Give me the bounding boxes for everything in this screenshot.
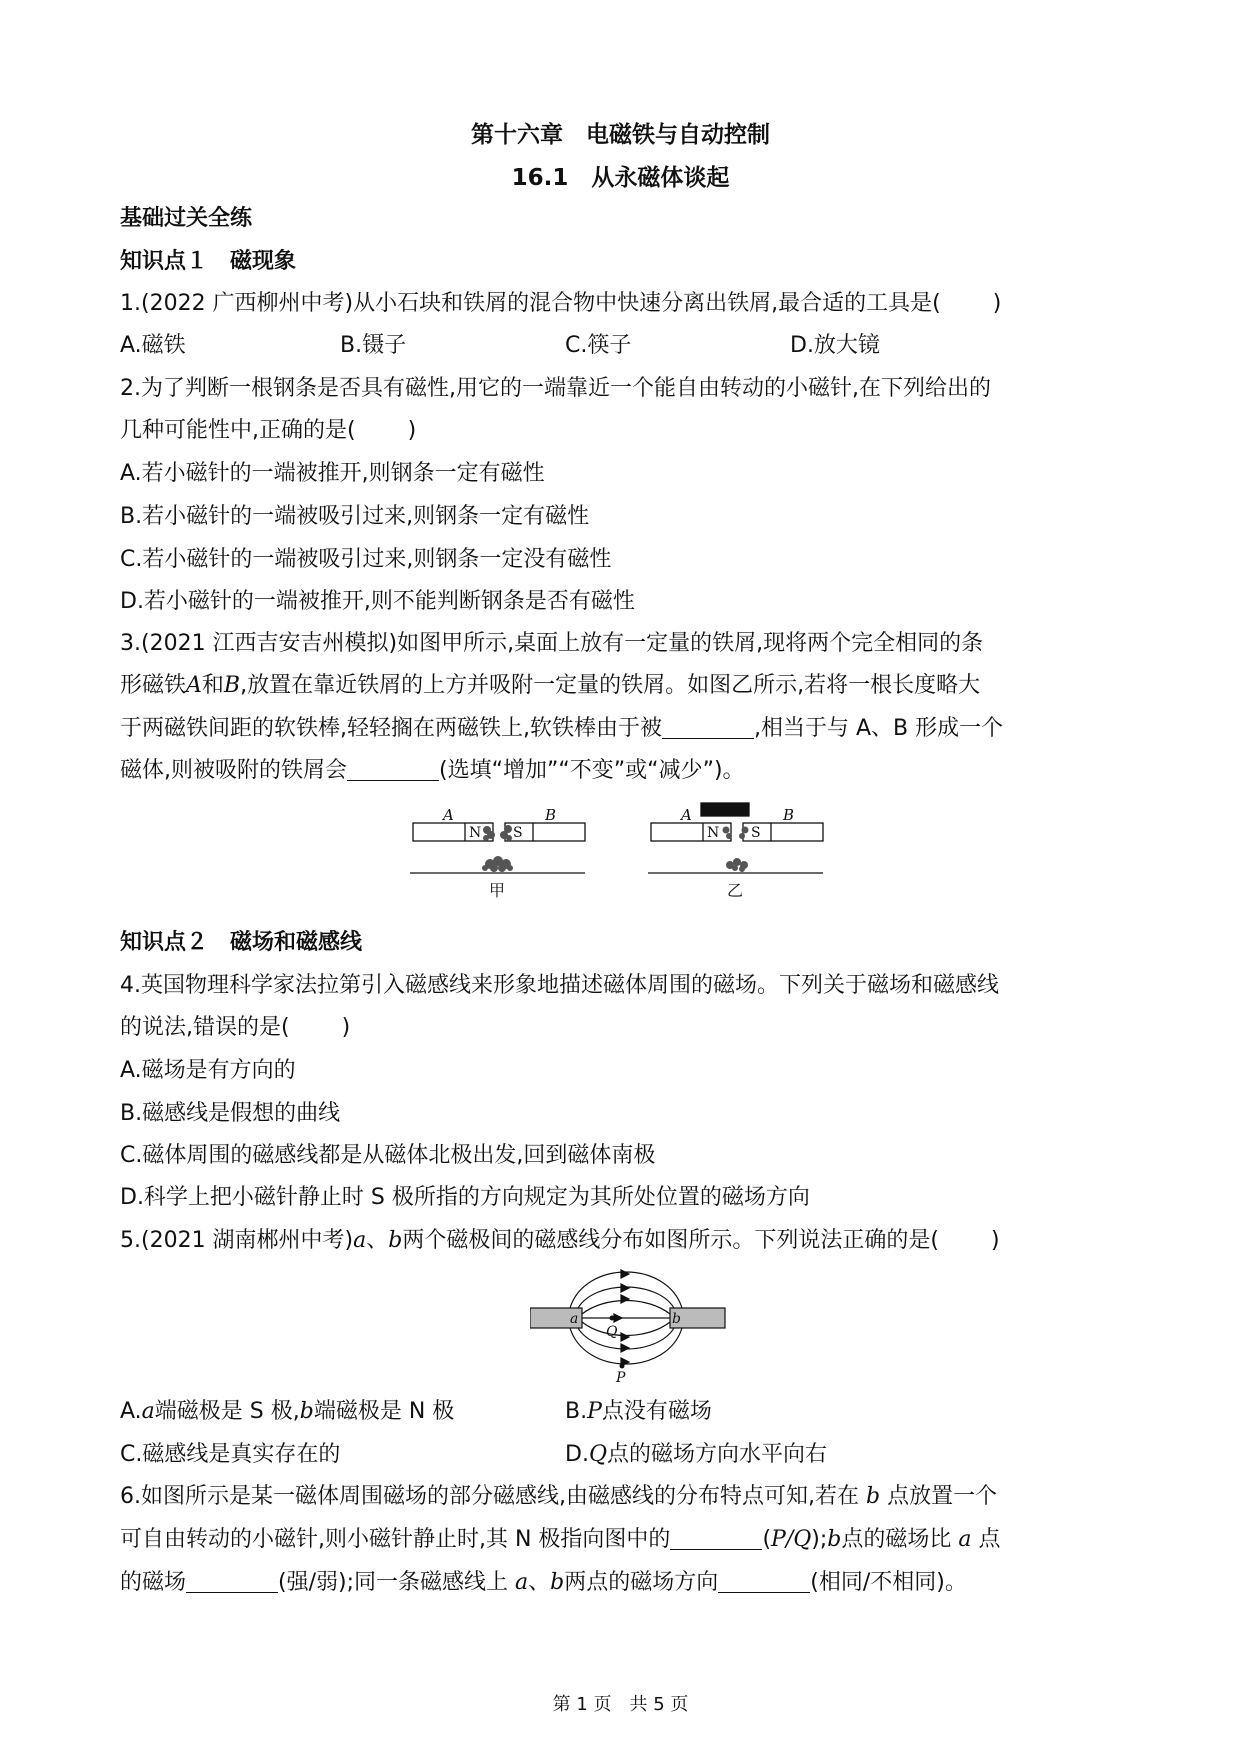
svg-text:B: B — [783, 806, 795, 824]
question-4-option-c[interactable]: C.磁体周围的磁感线都是从磁体北极出发,回到磁体南极 — [120, 1143, 656, 1168]
magnet-figure — [405, 800, 845, 915]
label-a: A — [443, 806, 454, 824]
question-1-option-b[interactable]: B.镊子 — [340, 333, 407, 358]
question-5-option-d[interactable]: D.Q点的磁场方向水平向右 — [565, 1442, 827, 1467]
question-1-option-a[interactable]: A.磁铁 — [120, 333, 186, 358]
svg-text:N: N — [469, 825, 482, 841]
label-pole-a: a — [570, 1311, 579, 1327]
question-1-option-c[interactable]: C.筷子 — [565, 333, 632, 358]
svg-text:S: S — [513, 825, 523, 841]
answer-blank[interactable] — [662, 716, 754, 739]
question-2-option-b[interactable]: B.若小磁针的一端被吸引过来,则钢条一定有磁性 — [120, 504, 590, 529]
question-4-line-1: 4.英国物理科学家法拉第引入磁感线来形象地描述磁体周围的磁场。下列关于磁场和磁感线 — [120, 973, 999, 998]
figure-label-yi: 乙 — [727, 881, 744, 900]
question-5-stem: 5.(2021 湖南郴州中考)a、b两个磁极间的磁感线分布如图所示。下列说法正确的是( ) — [120, 1228, 1000, 1253]
knowledge-point-2: 知识点２ 磁场和磁感线 — [120, 930, 363, 955]
page-footer: 第 1 页 共 5 页 — [552, 1694, 689, 1715]
field-lines-figure — [530, 1262, 730, 1382]
figure-label-jia: 甲 — [489, 881, 506, 900]
svg-text:S: S — [751, 825, 761, 841]
answer-blank[interactable] — [670, 1527, 762, 1550]
question-1-stem: 1.(2022 广西柳州中考)从小石块和铁屑的混合物中快速分离出铁屑,最合适的工具是( ) — [120, 291, 1002, 316]
question-3-line-1: 3.(2021 江西吉安吉州模拟)如图甲所示,桌面上放有一定量的铁屑,现将两个完全相同的条 — [120, 631, 984, 656]
question-2-stem-line-1: 2.为了判断一根钢条是否具有磁性,用它的一端靠近一个能自由转动的小磁针,在下列给出的 — [120, 376, 991, 401]
chapter-title: 第十六章 电磁铁与自动控制 — [471, 122, 770, 148]
question-2-stem-line-2: 几种可能性中,正确的是( ) — [120, 418, 417, 443]
question-6-line-3: 的磁场 (强/弱);同一条磁感线上 a、b两点的磁场方向 (相同/不相同)。 — [120, 1570, 967, 1595]
question-4-line-2: 的说法,错误的是( ) — [120, 1015, 351, 1040]
question-4-option-d[interactable]: D.科学上把小磁针静止时 S 极所指的方向规定为其所处位置的磁场方向 — [120, 1185, 810, 1210]
question-5-option-c[interactable]: C.磁感线是真实存在的 — [120, 1442, 341, 1467]
question-5-option-b[interactable]: B.P点没有磁场 — [565, 1399, 712, 1424]
answer-blank[interactable] — [718, 1570, 810, 1593]
question-3-line-2: 形磁铁A和B,放置在靠近铁屑的上方并吸附一定量的铁屑。如图乙所示,若将一根长度略大 — [120, 673, 981, 698]
label-b: B — [545, 806, 557, 824]
label-pole-b: b — [672, 1311, 681, 1327]
answer-blank[interactable] — [186, 1570, 278, 1593]
soft-iron-bar — [701, 803, 749, 816]
question-2-option-a[interactable]: A.若小磁针的一端被推开,则钢条一定有磁性 — [120, 461, 545, 486]
svg-text:A: A — [681, 806, 692, 824]
part-title: 基础过关全练 — [120, 206, 253, 231]
question-1-option-d[interactable]: D.放大镜 — [790, 333, 880, 358]
question-2-option-d[interactable]: D.若小磁针的一端被推开,则不能判断钢条是否有磁性 — [120, 589, 635, 614]
section-title: 16.1 从永磁体谈起 — [511, 165, 730, 191]
figure-yi — [648, 803, 823, 900]
question-3-line-4: 磁体,则被吸附的铁屑会 (选填“增加”“不变”或“减少”)。 — [120, 758, 745, 783]
question-6-line-2: 可自由转动的小磁针,则小磁针静止时,其 N 极指向图中的 (P/Q);b点的磁场比 a 点 — [120, 1527, 1001, 1552]
question-2-option-c[interactable]: C.若小磁针的一端被吸引过来,则钢条一定没有磁性 — [120, 547, 612, 572]
question-5-option-a[interactable]: A.a端磁极是 S 极,b端磁极是 N 极 — [120, 1399, 455, 1424]
question-6-line-1: 6.如图所示是某一磁体周围磁场的部分磁感线,由磁感线的分布特点可知,若在 b 点放置一个 — [120, 1484, 998, 1509]
answer-blank[interactable] — [347, 758, 439, 781]
question-4-option-b[interactable]: B.磁感线是假想的曲线 — [120, 1101, 341, 1126]
figure-jia — [410, 806, 585, 900]
svg-text:N: N — [707, 825, 720, 841]
label-point-q: Q — [606, 1324, 618, 1340]
question-4-option-a[interactable]: A.磁场是有方向的 — [120, 1058, 296, 1083]
label-point-p: P — [616, 1370, 626, 1382]
question-3-line-3: 于两磁铁间距的软铁棒,轻轻搁在两磁铁上,软铁棒由于被 ,相当于与 A、B 形成一个 — [120, 716, 1004, 741]
knowledge-point-1: 知识点１ 磁现象 — [120, 249, 297, 274]
